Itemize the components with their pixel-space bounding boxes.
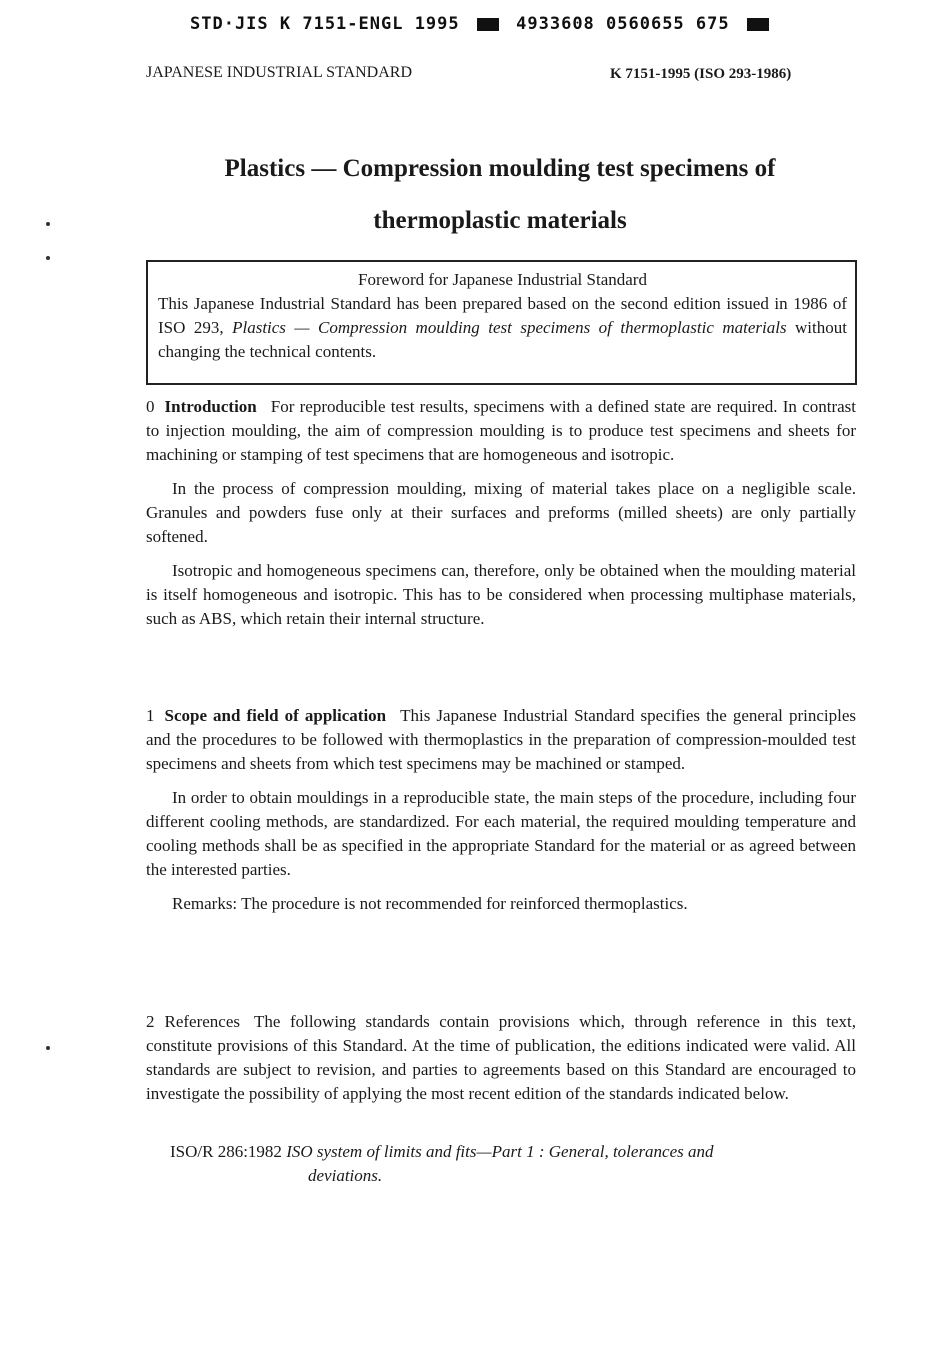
- document-stamp: [190, 14, 775, 34]
- scan-speck: [46, 256, 50, 260]
- foreword-text-end: without changing the technical contents.: [158, 318, 847, 361]
- section-1-para-2: In order to obtain mouldings in a reproducible state, the main steps of the procedure, including four different cooling methods, are standardized. For each material, the required moulding temperature and cooling methods shall be as specified in the appropriate Standard for the material or as agreed between the interested parties.: [146, 788, 856, 879]
- foreword-text-start: This Japanese Industrial Standard has been prepared based on the second edition issued in 1986 of ISO 293,: [158, 294, 847, 337]
- stamp-code: STD·JIS K 7151-ENGL 1995: [190, 14, 460, 34]
- section-title: References: [164, 1012, 241, 1031]
- section-0-para-1: [146, 395, 856, 467]
- section-number: 1: [146, 706, 155, 725]
- section-number: 2: [146, 1012, 155, 1031]
- section-1: [146, 704, 856, 926]
- title-line-1: Plastics — Compression moulding test specimens of: [224, 155, 776, 182]
- foreword-body: [158, 292, 847, 364]
- scan-speck: [46, 222, 50, 226]
- section-2-para-1: [146, 1010, 856, 1106]
- page-title: [150, 143, 850, 247]
- section-2: [146, 1010, 856, 1116]
- section-text: For reproducible test results, specimens with a defined state are required. In contrast to injection moulding, the aim of compression moulding is to produce test specimens and sheets for machining or stamping of test specimens that are homogeneous and isotropic.: [146, 397, 856, 464]
- section-1-remarks: Remarks: The procedure is not recommended for reinforced thermoplastics.: [172, 894, 688, 913]
- reference-list: [170, 1140, 860, 1188]
- stamp-number: 4933608 0560655 675: [516, 14, 730, 34]
- stamp-block-mark: [747, 18, 769, 31]
- section-text: This Japanese Industrial Standard specifies the general principles and the procedures to be followed with thermoplastics in the preparation of compression-moulded test specimens and sheets from which test specimens may be machined or stamped.: [146, 706, 856, 773]
- stamp-block-mark: [477, 18, 499, 31]
- reference-item: [170, 1140, 860, 1164]
- title-line-2: thermoplastic materials: [373, 207, 627, 234]
- reference-title-continued: deviations.: [308, 1166, 383, 1185]
- section-number: 0: [146, 397, 155, 416]
- foreword-heading: Foreword for Japanese Industrial Standard: [358, 270, 647, 289]
- header-standard-name: JAPANESE INDUSTRIAL STANDARD: [146, 64, 412, 81]
- foreword-iso-title: Plastics — Compression moulding test specimens of thermoplastic materials: [232, 318, 787, 337]
- header-standard-number: K 7151-1995 (ISO 293-1986): [610, 66, 792, 82]
- foreword-box: [146, 260, 857, 385]
- section-1-para-1: [146, 704, 856, 776]
- section-title: Scope and field of application: [164, 706, 387, 725]
- scan-speck: [46, 1046, 50, 1050]
- section-0-para-2: In the process of compression moulding, mixing of material takes place on a negligible scale. Granules and powders fuse only at their surfaces and preforms (milled sheets) are only partially softened.: [146, 479, 856, 546]
- reference-title: ISO system of limits and fits—Part 1 : General, tolerances and: [286, 1142, 714, 1161]
- section-0-para-3: Isotropic and homogeneous specimens can, therefore, only be obtained when the moulding material is itself homogeneous and isotropic. This has to be considered when processing multiphase materials, such as ABS, which retain their internal structure.: [146, 561, 856, 628]
- section-title: Introduction: [164, 397, 257, 416]
- section-text: The following standards contain provisions which, through reference in this text, constitute provisions of this Standard. At the time of publication, the editions indicated were valid. All standards are subject to revision, and parties to agreements based on this Standard are encouraged to investigate the possibility of applying the most recent edition of the standards indicated below.: [146, 1012, 856, 1103]
- reference-code: ISO/R 286:1982: [170, 1142, 282, 1161]
- section-0: [146, 395, 856, 641]
